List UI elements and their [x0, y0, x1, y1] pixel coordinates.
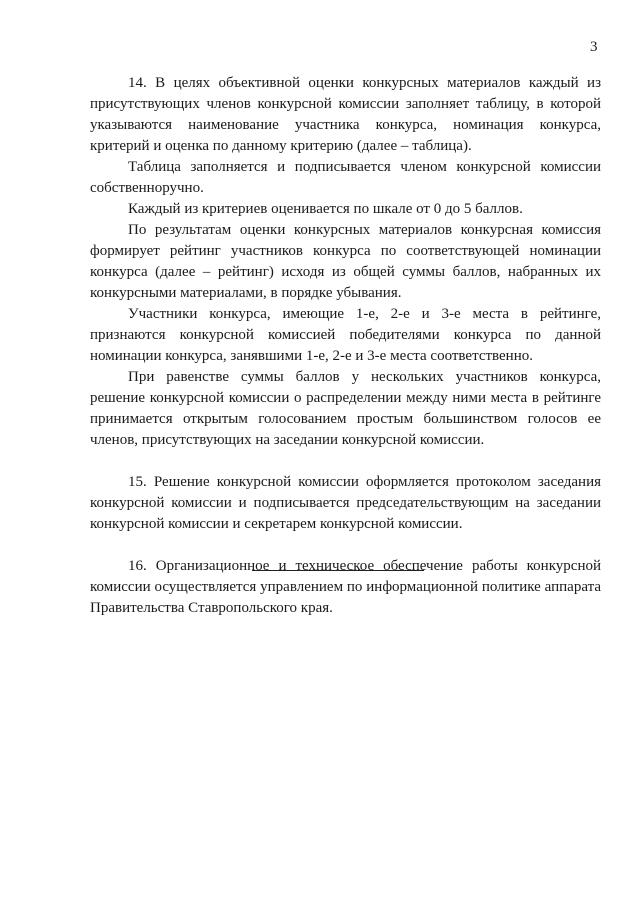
paragraph-winners: Участники конкурса, имеющие 1-е, 2-е и 3-е места в рейтинге, признаются конкурсной комиссией победителями конкурса по данной номинации конкурса, занявшими 1-е, 2-е и 3-е места соответственно.	[90, 306, 601, 364]
page-number: 3	[590, 39, 598, 55]
paragraph-tie-break: При равенстве суммы баллов у нескольких участников конкурса, решение конкурсной комиссии о распределении между ними места в рейтинге принимается открытым голосованием простым большинством голосов ее членов, присутствующих на заседании конкурсной комиссии.	[90, 369, 601, 448]
document-body	[90, 73, 601, 619]
closing-rule	[252, 570, 424, 571]
paragraph-15-protocol: 15. Решение конкурсной комиссии оформляется протоколом заседания конкурсной комиссии и подписывается председательствующим на заседании конкурсной комиссии и секретарем конкурсной комиссии.	[90, 474, 601, 532]
paragraph-rating-formation: По результатам оценки конкурсных материалов конкурсная комиссия формирует рейтинг участников конкурса по соответствующей номинации конкурса (далее – рейтинг) исходя из общей суммы баллов, набранных их конкурсными материалами, в порядке убывания.	[90, 222, 601, 301]
paragraph-16-organization: 16. Организационное и техническое обеспечение работы конкурсной комиссии осуществляется управлением по информационной политике аппарата Правительства Ставропольского края.	[90, 558, 601, 616]
paragraph-scoring-scale: Каждый из критериев оценивается по шкале от 0 до 5 баллов.	[128, 201, 523, 217]
paragraph-table-signing: Таблица заполняется и подписывается членом конкурсной комиссии собственноручно.	[90, 159, 601, 196]
paragraph-14-evaluation-table: 14. В целях объективной оценки конкурсных материалов каждый из присутствующих членов конкурсной комиссии заполняет таблицу, в которой указываются наименование участника конкурса, номинация конкурса, критерий и оценка по данному критерию (далее – таблица).	[90, 75, 601, 154]
